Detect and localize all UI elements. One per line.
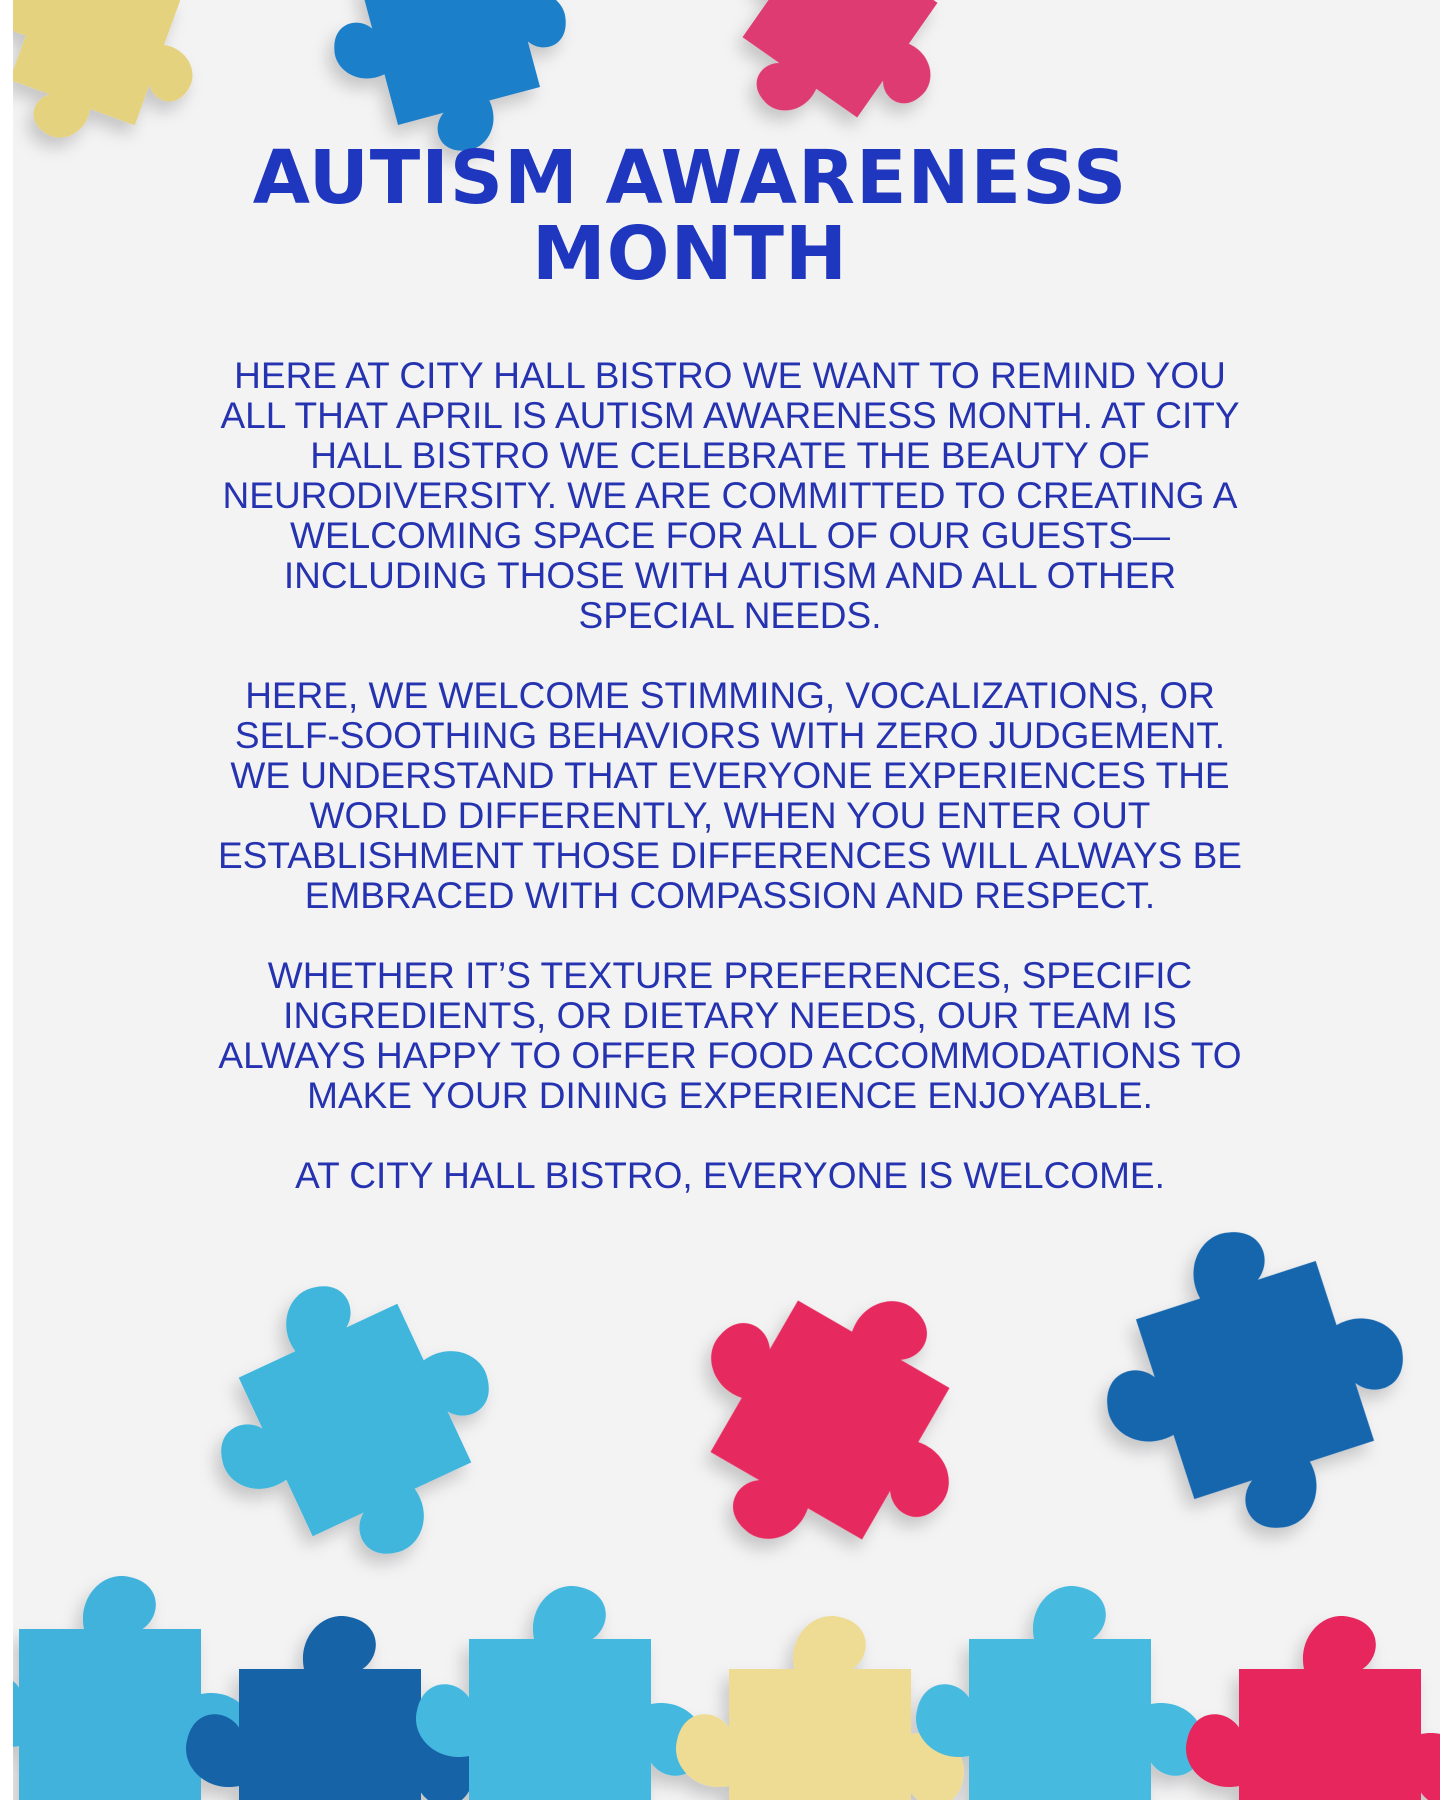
welcome-paragraph: HERE, WE WELCOME STIMMING, VOCALIZATIONS, OR SELF-SOOTHING BEHAVIORS WITH ZERO JUDGEMENT. WE UNDERSTAND THAT EVERYONE EXPERIENCES THE WORLD DIFFERENTLY, WHEN YOU ENTER OUT ESTABLISHMENT THOSE DIFFERENCES WILL ALWAYS BE EMBRACED WITH COMPASSION AND RESPECT. — [218, 675, 1242, 916]
page-margin — [0, 0, 13, 1800]
puzzle-piece-icon — [641, 1231, 1019, 1609]
page-title: AUTISM AWARENESS MONTH — [252, 135, 1128, 297]
closing-paragraph: AT CITY HALL BISTRO, EVERYONE IS WELCOME. — [295, 1155, 1165, 1196]
flyer-content — [200, 135, 1260, 1196]
accommodations-paragraph: WHETHER IT’S TEXTURE PREFERENCES, SPECIFIC INGREDIENTS, OR DIETARY NEEDS, OUR TEAM IS ALWAYS HAPPY TO OFFER FOOD ACCOMMODATIONS TO MAKE YOUR DINING EXPERIENCE ENJOYABLE. — [218, 955, 1242, 1116]
puzzle-piece-icon — [1186, 1616, 1440, 1800]
intro-paragraph: HERE AT CITY HALL BISTRO WE WANT TO REMIND YOU ALL THAT APRIL IS AUTISM AWARENESS MONTH. AT CITY HALL BISTRO WE CELEBRATE THE BEAUTY OF NEURODIVERSITY. WE ARE COMMITTED TO CREATING A WELCOMING SPACE FOR ALL OF OUR GUESTS—INCLUDING THOSE WITH AUTISM AND ALL OTHER SPECIAL NEEDS. — [220, 355, 1240, 636]
puzzle-piece-icon — [171, 1236, 539, 1604]
puzzle-piece-icon — [1067, 1192, 1440, 1569]
